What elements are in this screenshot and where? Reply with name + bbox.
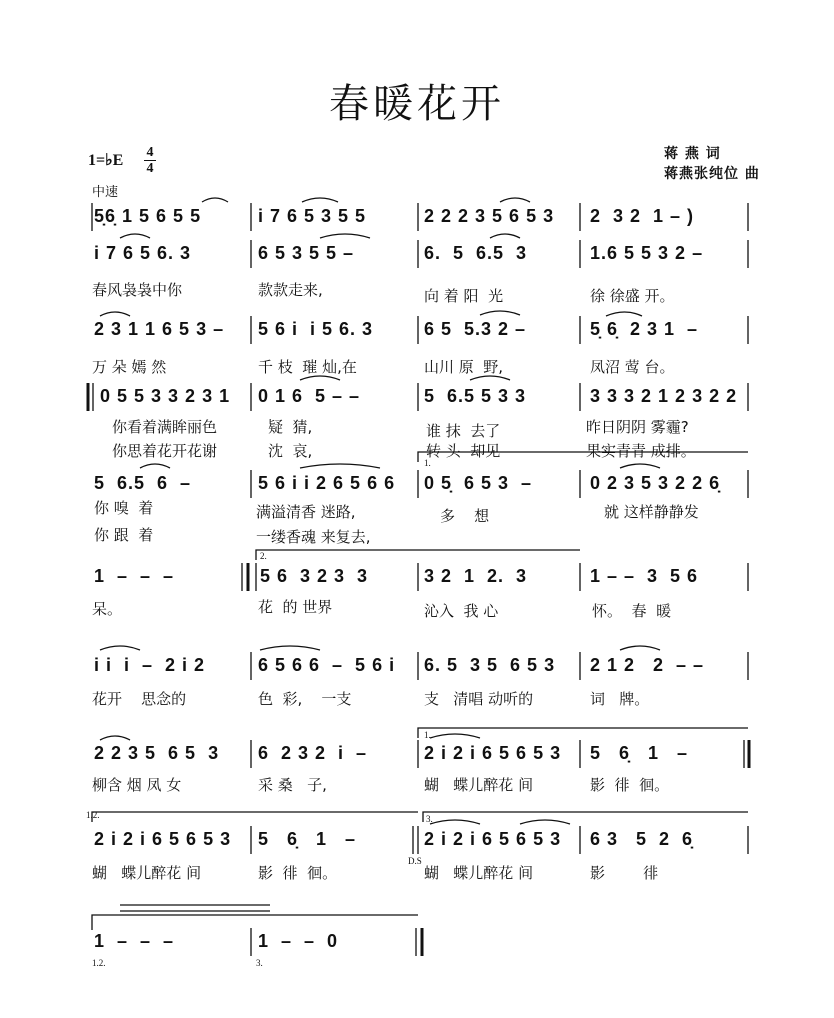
measure-r1-m2: i 7 6 5 3 5 5	[258, 206, 367, 226]
lyric-r6-l3: 沁入 我 心	[424, 602, 499, 620]
tempo-marking: 中速	[92, 185, 119, 200]
ending-2-mark: 2.	[260, 551, 267, 561]
composer-credit: 蒋燕张纯位 曲	[664, 166, 760, 182]
measure-r2-m4: 1.6 5 5 3 2 –	[590, 243, 704, 263]
measure-r8-m2: 6 2 3 2 i –	[258, 743, 368, 763]
ending-3-mark: 3.	[426, 814, 433, 824]
lyric-r7-l1: 花开 思念的	[92, 690, 187, 708]
measure-r2-m1: i 7 6 5 6. 3	[94, 243, 192, 263]
measure-r7-m4: 2 1 2 2 – –	[590, 655, 705, 675]
lyric-r4-l4b: 果实青青 成排。	[586, 442, 696, 460]
measure-r7-m1: i i i – 2 i 2	[94, 655, 206, 675]
measure-r1-m1: 5̣6̣ 1 5 6 5 5	[94, 206, 202, 226]
page-title: 春暖花开	[329, 81, 505, 127]
measure-r9-m2: 5 6̣ 1 –	[258, 829, 357, 849]
lyric-r8-l3: 蝴 蝶儿醉花 间	[424, 776, 534, 794]
lyric-r7-l2: 色 彩, 一支	[258, 690, 352, 708]
lyric-r8-l2: 采 桑 子,	[258, 776, 327, 794]
measure-r9-m4: 6 3 5 2 6̣	[590, 829, 694, 849]
lyric-r3-l3: 山川 原 野,	[424, 358, 504, 376]
lyric-r4-l3a: 谁 抹 去了	[426, 422, 501, 440]
measure-r3-m1: 2 3 1 1 6 5 3 –	[94, 319, 225, 339]
lyric-r6-l2: 花 的 世界	[258, 598, 333, 616]
measure-r10-m1: 1 – – –	[94, 931, 175, 951]
lyric-r4-l2a: 疑 猜,	[268, 418, 313, 436]
lyric-r9-l3: 蝴 蝶儿醉花 间	[424, 864, 534, 882]
lyric-r8-l1: 柳含 烟 凤 女	[92, 776, 182, 794]
lyric-r5-l1a: 你 嗅 着	[94, 499, 154, 517]
lyric-r8-l4: 影 徘 徊。	[590, 776, 670, 794]
ending-12-mark-b: 1.2.	[92, 958, 106, 968]
measure-r6-m4: 1 – – 3 5 6	[590, 566, 699, 586]
measure-r5-m3: 0 5̣ 6 5 3 –	[424, 473, 533, 493]
lyric-r9-l2: 影 徘 徊。	[258, 864, 338, 882]
lyric-r5-l2a: 满溢清香 迷路,	[256, 503, 356, 521]
measure-r8-m4: 5 6̣ 1 –	[590, 743, 689, 763]
measure-r9-m1: 2 i 2 i 6 5 6 5 3	[94, 829, 232, 849]
measure-r3-m3: 6 5 5.3 2 –	[424, 319, 527, 339]
measure-r4-m1: 0 5 5 3 3 2 3 1	[100, 386, 231, 406]
lyric-r3-l4: 凤沼 莺 台。	[590, 358, 675, 376]
lyric-r4-l2b: 沈 哀,	[268, 442, 313, 460]
lyric-r2-l4: 徐 徐盛 开。	[590, 287, 675, 305]
lyric-r4-l1b: 你思着花开花谢	[112, 442, 218, 460]
lyric-r4-l4a: 昨日阴阴 雾霾?	[586, 418, 689, 436]
lyric-r4-l1a: 你看着满眸丽色	[112, 418, 218, 436]
ds-mark: D.S	[408, 856, 422, 866]
measure-r2-m2: 6 5 3 5 5 –	[258, 243, 355, 263]
measure-r8-m1: 2 2 3 5 6 5 3	[94, 743, 220, 763]
measure-r7-m3: 6. 5 3 5 6 5 3	[424, 655, 556, 675]
measure-r1-m3: 2 2 2 3 5 6 5 3	[424, 206, 555, 226]
measure-r5-m2: 5 6 i i 2 6 5 6 6	[258, 473, 396, 493]
key-signature: 1=♭E	[88, 152, 124, 169]
measure-r1-m4: 2 3 2 1 – )	[590, 206, 695, 226]
measure-r6-m1: 1 – – –	[94, 566, 175, 586]
measure-r9-m3: 2 i 2 i 6 5 6 5 3	[424, 829, 562, 849]
measure-r6-m2: 5 6 3 2 3 3	[260, 566, 369, 586]
lyricist-credit: 蒋 燕 词	[664, 146, 721, 162]
measure-r4-m3: 5 6.5 5 3 3	[424, 386, 527, 406]
ending-1-mark: 1.	[424, 458, 431, 468]
ending-3-mark-b: 3.	[256, 958, 263, 968]
lyric-r9-l1: 蝴 蝶儿醉花 间	[92, 864, 202, 882]
measure-r7-m2: 6 5 6 6 – 5 6 i	[258, 655, 396, 675]
lyric-r7-l3: 支 清唱 动听的	[424, 690, 534, 708]
ending-1-mark-b: 1.	[424, 730, 431, 740]
lyric-r7-l4: 词 牌。	[590, 690, 650, 708]
measure-r3-m4: 5̣ 6̣ 2 3 1 –	[590, 319, 699, 339]
lyric-r9-l4: 影 徘	[590, 864, 659, 882]
time-top: 4	[146, 145, 154, 160]
measure-r5-m4: 0 2 3 5 3 2 2 6̣	[590, 473, 721, 493]
lyric-r3-l1: 万 朵 嫣 然	[92, 358, 167, 376]
measure-r4-m2: 0 1 6 5 – –	[258, 386, 361, 406]
lyric-r5-l4a: 就 这样静静发	[604, 503, 699, 521]
measure-r6-m3: 3 2 1 2. 3	[424, 566, 528, 586]
lyric-r5-l3a: 多 想	[440, 507, 490, 525]
measure-r4-m4: 3 3 3 2 1 2 3 2 2	[590, 386, 738, 406]
lyric-r2-l3: 向 着 阳 光	[424, 287, 504, 305]
lyric-r2-l2: 款款走来,	[258, 281, 323, 299]
lyric-r5-l2b: 一缕香魂 来复去,	[256, 528, 371, 546]
measure-r10-m2: 1 – – 0	[258, 931, 339, 951]
measure-r2-m3: 6. 5 6.5 3	[424, 243, 528, 263]
measure-r3-m2: 5 6 i i 5 6. 3	[258, 319, 374, 339]
ending-12-mark: 1.2.	[86, 810, 100, 820]
time-bottom: 4	[146, 161, 154, 176]
lyric-r5-l1b: 你 跟 着	[94, 526, 154, 544]
measure-r5-m1: 5 6.5 6 –	[94, 473, 192, 493]
lyric-r4-l3b: 转 头 却见	[426, 442, 501, 460]
lyric-r2-l1: 春风袅袅中你	[92, 281, 183, 299]
lyric-r3-l2: 千 枝 璀 灿,在	[258, 358, 357, 376]
measure-r8-m3: 2 i 2 i 6 5 6 5 3	[424, 743, 562, 763]
lyric-r6-l1: 呆。	[92, 600, 123, 618]
lyric-r6-l4: 怀。 春 暖	[592, 602, 672, 620]
